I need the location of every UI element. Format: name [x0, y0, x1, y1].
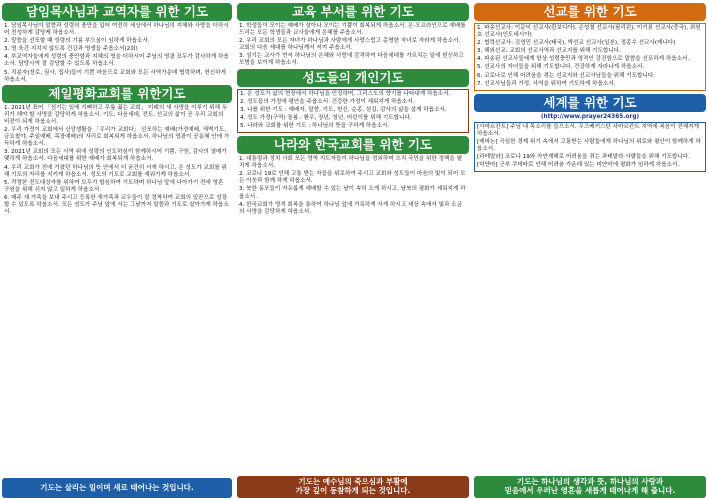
- nation-prayer-list: [237, 156, 469, 216]
- prayer-item: 1. 담임목사님이 말씀과 성령의 충만을 입어 여전히 세상에서 하나님의 지혜와 사랑을 더하시어 전성하게 감당케 하옵소서.: [4, 23, 229, 37]
- prayer-item: 2. 협력선교사: 김영민 선교사(태국), 박선교 선교사(일본), 정종수 선교사(캐나다): [477, 40, 676, 47]
- prayer-item: 2. 말씀을 선포할 때 성령의 기름 부으심이 임하게 하옵소서.: [4, 38, 150, 45]
- prayer-item: 1. 대통령과 정치 사회 모든 영역 지도자들이 하나님을 경외하며 오직 국민을 위한 정책을 펼치게 하옵소서.: [239, 156, 462, 170]
- prayer-item: 5. 선교사의 자녀들을 위해 기도합니다. 건강하게 자라나게 하옵소서.: [477, 64, 645, 71]
- footer-line: 기도는 하나님의 생각과 뜻, 하나님의 사랑과: [516, 477, 664, 486]
- footer-banner-right: [474, 476, 706, 498]
- prayer-item: 7. 선교사님들과 가정, 사역을 위하여 기도하게 하옵소서.: [477, 80, 616, 87]
- footer-banner-left: 기도는 살리는 일이며 새로 태어나는 것입니다.: [2, 478, 232, 498]
- education-prayer-list: [237, 23, 469, 68]
- section-header-education: 교육 부서를 위한 기도: [237, 3, 469, 21]
- footer-line: 가장 깊이 동참하게 되는 것입니다.: [295, 486, 411, 495]
- prayer-item: [레바논] 극심한 경제 위기 속에서 고통받는 사람들에게 하나님의 위로와 평안이 함께하게 하옵소서.: [477, 138, 701, 153]
- prayer-item: 6. 매주 새 가족을 보내 주시고 등록한 새가족과 교우들이 잘 정착하여 교회의 일꾼으로 성장할 수 있도록 하옵소서. 모든 성도가 주님 앞에 서는 그날까지 말씀과 기도로 살아가게 하옵소서.: [4, 194, 229, 216]
- prayer-item: 6. 코로나로 인해 어려움을 겪는 선교지와 선교사님들을 위해 기도합니다.: [477, 72, 656, 79]
- prayer-item: 3. 북한 동포들이 자유롭게 예배할 수 있는 날이 속히 오게 하시고, 남북의 평화가 세워지게 하옵소서.: [239, 186, 466, 200]
- prayer-item: 3. 섬기는 교사가 먼저 하나님의 은혜와 사랑에 감격하여 다음세대를 가르치는 일에 헌신하고 모범을 보이게 하옵소서.: [239, 53, 464, 67]
- church-prayer-list: [2, 105, 232, 216]
- prayer-item: 3. 나를 위한 기도 : 예배자, 말씀, 기도, 헌신, 순종, 섬김, 감사의 삶을 살게 하옵소서.: [240, 106, 447, 113]
- footer-line: 기도는 예수님의 죽으심과 부활에: [298, 477, 408, 486]
- prayer-item: 1. 학생들이 모이는 예배가 살아나 모이는 기쁨이 회복되게 하옵소서. 온·오프라인으로 예배를 드리는 모든 학생들과 교사들에게 은혜를 주옵소서.: [239, 23, 466, 37]
- prayer-item: 5. 직분자(장로, 권사, 집사)들이 기쁜 마음으로 교회와 모든 사역가운데 협력하며, 헌신하게 하옵소서.: [4, 69, 226, 83]
- section-header-world: 세계를 위한 기도: [474, 94, 706, 112]
- prayer-item: 4. 성도 가정(구역) 돌봄 : 환우, 장년, 청년, 어린이를 위해 기도합니다.: [240, 114, 412, 121]
- prayer-item: 2. 코로나 19로 인해 고통 받는 자들을 위로하여 주시고 교회와 성도들이 마음의 빛이 되어 모든 이웃과 함께 하게 하옵소서.: [239, 171, 466, 185]
- section-header-personal: 성도들의 개인기도: [237, 69, 469, 87]
- world-prayer-list: [474, 122, 706, 173]
- footer-line: 믿음에서 우러난 영혼을 새롭게 태어나게 해 줍니다.: [504, 486, 676, 495]
- prayer-item: 2. 우리 가정이 교회에서 신앙생활을 「우리가 교회다」 선포하는 예배(가정예배, 새벽기도, 금요철야, 주일예배, 목장예배)의 자리로 회복되게 하옵소서. 하나님의 영광이 공동체 안에 가득하게 하옵소서.: [4, 127, 230, 148]
- world-prayer-url: (http://www.prayer24365.org): [540, 113, 640, 120]
- mission-prayer-list: [474, 23, 706, 91]
- prayer-item: 5. 작정한 전도대상자를 위하여 모두가 합심하여 기도하며 하나님 앞에 나아가기 전에 영혼 구원을 위해 쉬지 않고 일하게 하옵소서.: [4, 179, 224, 193]
- column-right: [474, 2, 706, 498]
- column-middle: [237, 2, 469, 498]
- prayer-item: 4. 한국교회가 영적 회복을 통하여 하나님 앞에 거룩하게 서게 하시고 세상 속에서 빛과 소금의 사명을 감당하게 하옵소서.: [239, 201, 462, 215]
- prayer-item: 4. 파송된 선교사들에게 항상 성령충만과 영적인 강건함으로 말씀을 선포하게 하옵소서.: [477, 56, 690, 63]
- prayer-item: [사마르칸트] 주님 내 목소리를 들으소서. 우즈베키스탄 사마르칸트 지역에 복음이 전해지게 하옵소서.: [477, 123, 700, 137]
- personal-prayer-list: [237, 89, 469, 133]
- prayer-item: 3. 해외선교: 교회의 선교사역과 선교지를 위해 기도합니다.: [477, 48, 621, 55]
- prayer-item: 5. 나라와 교회를 위한 기도 : 하나님의 뜻을 구하게 하옵소서.: [240, 122, 390, 129]
- prayer-item: 4. 우리 교회가 전에 가졌던 하나님의 뜻 안에서 더 굳건히 서게 하시고, 온 성도가 교회를 위해 기도의 자리를 지키게 하옵소서. 성도의 기도로 교회를 세워가게 하옵소서.: [4, 164, 227, 178]
- section-header-pastor: 담임목사님과 교역자를 위한 기도: [2, 3, 232, 21]
- prayer-item: 1. 2021년 표어 「섬기는 일에 기뻐하고 무릎 꿇는 교회」 미래의 새 사명을 이루기 위해 우리가 해야 할 사명을 감당하게 하옵소서. 기도, 다음세대, 전도, 선교의 삶이 곧 우리 교회의 비전이 되게 하옵소서.: [4, 104, 228, 125]
- prayer-item: [미얀마] 군부 쿠데타로 인해 어려움 가운데 있는 미얀마에 평화가 임하게 하옵소서.: [477, 162, 680, 169]
- prayer-item: 2. 성도들의 가정에 평안을 주옵소서. 건강한 가정이 세워지게 하옵소서.: [240, 98, 415, 105]
- pastor-prayer-list: [2, 23, 232, 84]
- prayer-item: 1. 파송선교사: 이문익 선교사(캄보디아), 손성철 선교사(필리핀), 이기봉 선교사(중국), 최원호 선교사(인도네시아): [477, 25, 701, 39]
- prayer-item: 3. 영 육간 지치지 않도록 건강과 영생을 주옵소서(2회): [4, 46, 138, 53]
- section-header-nation: 나라와 한국교회를 위한 기도: [237, 136, 469, 154]
- footer-banner-middle: [237, 476, 469, 498]
- prayer-item: [과테말라] 코로나 19와 자연재해로 어려움을 겪는 과테말라 사람들을 위해 기도합니다.: [477, 154, 690, 161]
- section-header-mission: 선교를 위한 기도: [474, 3, 706, 21]
- prayer-item: 3. 2021년 교회의 모든 사역 위에 성령의 인도하심이 함께하시어 기쁨, 구원, 감사의 열매가 맺히게 하옵소서. 다음세대를 위한 예배가 회복되게 하옵소서.: [4, 149, 227, 163]
- column-left: [2, 2, 232, 498]
- prayer-item: 2. 우리 교회의 모든 자녀가 하나님과 사람에게 사랑스럽고 총명한 자녀로 자라게 하옵소서. 교회의 다음 세대를 하나님께서 지켜 주옵소서.: [239, 38, 461, 52]
- prayer-item: 1. 온 성도가 삶의 현장에서 하나님을 인정하며, 그리스도의 향기를 나타내게 하옵소서.: [240, 90, 451, 97]
- section-header-church: 제일평화교회를 위한기도: [2, 85, 232, 103]
- prayer-item: 4. 부교역자들에게 성령의 충만함과 지혜의 영을 더하시어 주님의 영광 모두가 감사하게 하옵소서. 담당사역 잘 감당할 수 있도록 하옵소서.: [4, 54, 229, 68]
